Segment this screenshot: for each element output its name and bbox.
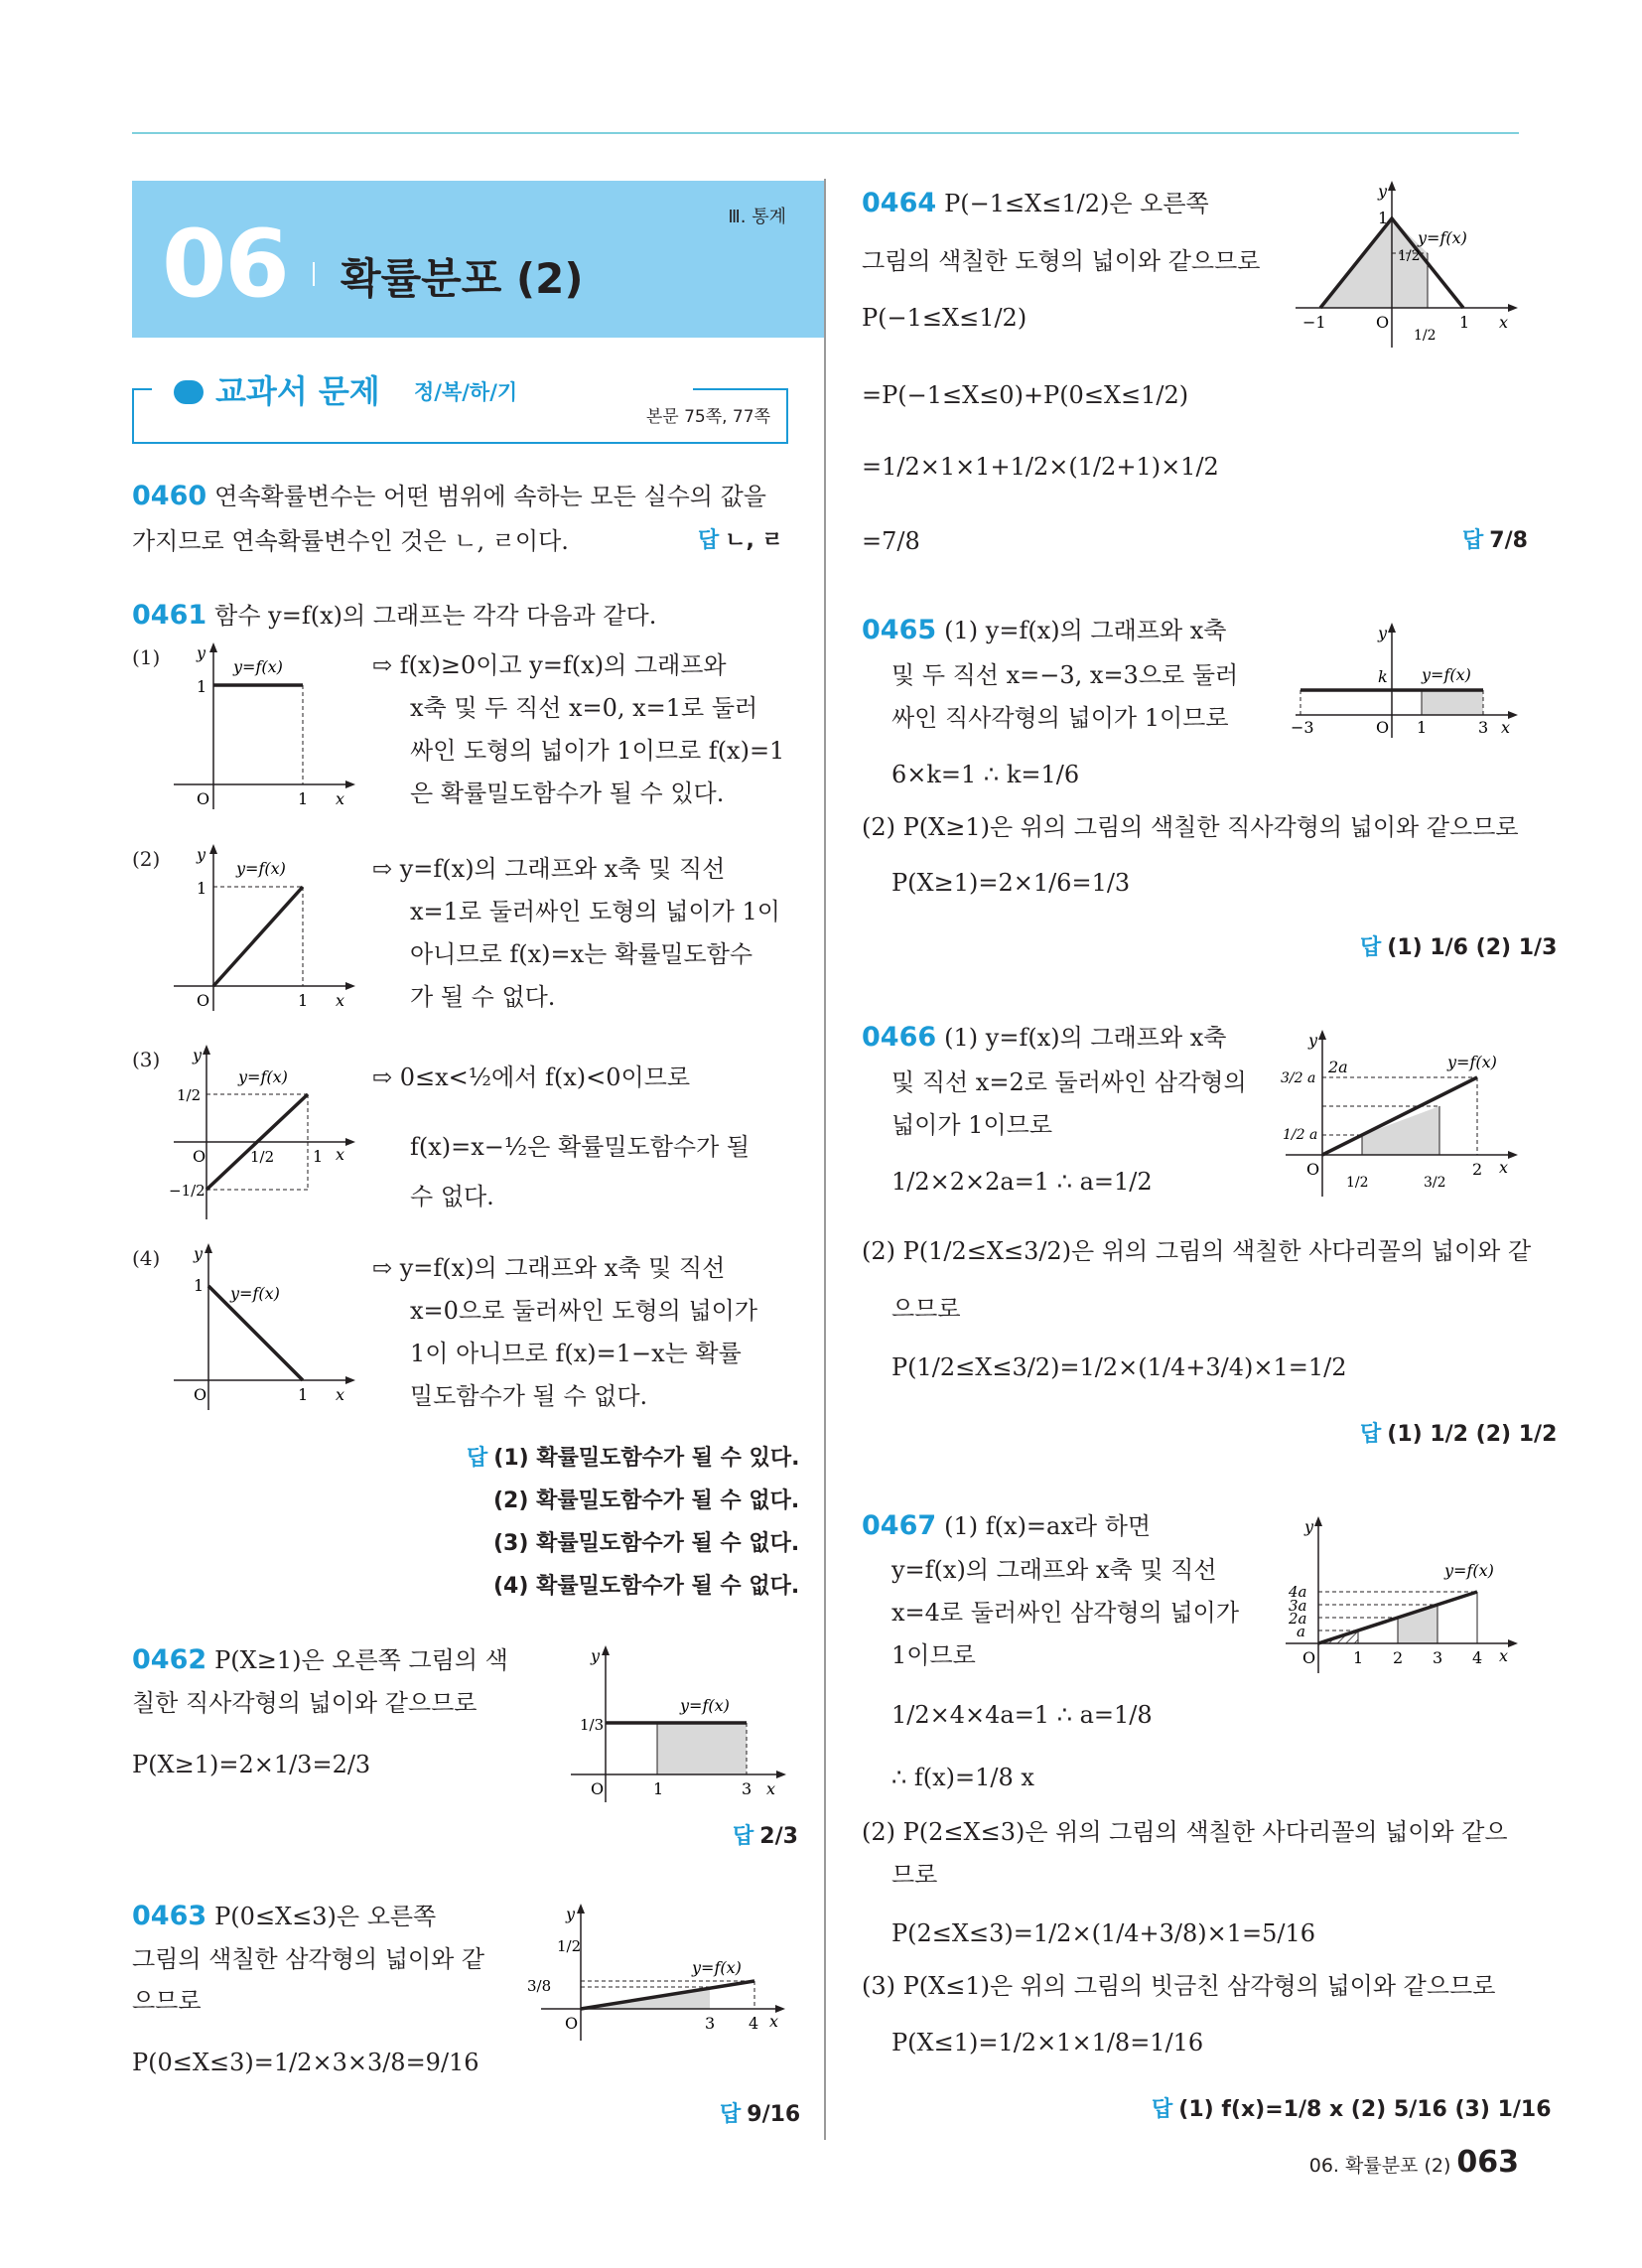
y-label: y — [1378, 182, 1388, 201]
y-label: y — [566, 1905, 576, 1923]
p0467-text1: (1) f(x)=ax라 하면 — [944, 1512, 1152, 1540]
p0462-text1: P(X≥1)은 오른쪽 그림의 색 — [214, 1646, 508, 1674]
problem-number: 0461 — [132, 600, 207, 631]
function-label: y=f(x) — [692, 1958, 742, 1977]
x-label: x — [1499, 1158, 1509, 1177]
origin-label: O — [1302, 1648, 1316, 1667]
p0464-line4: =P(−1≤X≤0)+P(0≤X≤1/2) — [862, 381, 1189, 409]
section-title: 교과서 문제 — [215, 372, 380, 410]
p0462-answer — [733, 1822, 798, 1852]
p0461-answer-4: (4) 확률밀도함수가 될 수 없다. — [493, 1574, 800, 1599]
chapter-banner — [132, 181, 824, 338]
tick-label: 1/2 — [1414, 328, 1437, 344]
tick-label: 1 — [1417, 718, 1428, 737]
page-footer — [1309, 2145, 1519, 2180]
p0466-line3: 넓이가 1이므로 — [891, 1111, 1053, 1139]
graph-0461-3 — [169, 1043, 357, 1221]
p0467-line2: y=f(x)의 그래프와 x축 및 직선 — [891, 1556, 1217, 1584]
case1-line1: ⇨ f(x)≥0이고 y=f(x)의 그래프와 — [372, 651, 727, 679]
problem-number: 0466 — [862, 1022, 937, 1053]
top-rule — [132, 132, 1519, 134]
answer-value: 9/16 — [747, 2102, 801, 2127]
p0467-line8: 므로 — [891, 1861, 938, 1889]
y-arrow — [209, 642, 217, 652]
problem-number: 0463 — [132, 1901, 207, 1931]
tick-label: 1 — [194, 1276, 205, 1295]
p0462-line3: P(X≥1)=2×1/3=2/3 — [132, 1751, 371, 1778]
problem-number: 0460 — [132, 481, 207, 511]
p0467-line9: P(2≤X≤3)=1/2×(1/4+3/8)×1=5/16 — [891, 1919, 1316, 1947]
x-arrow — [1508, 1151, 1518, 1159]
tick-label: 3 — [742, 1779, 753, 1798]
p0466-line4: 1/2×2×2a=1 ∴ a=1/2 — [891, 1168, 1153, 1196]
tick-label: 1 — [298, 1385, 309, 1404]
p0462-line1 — [132, 1645, 508, 1675]
tick-label: −1/2 — [169, 1182, 205, 1200]
p0463-line3: 으므로 — [132, 1987, 202, 2015]
tick-label: 2a — [1328, 1058, 1348, 1076]
tick-label: 1/2 — [1398, 248, 1421, 264]
tick-label: k — [1378, 667, 1388, 686]
case-label-1: (1) — [132, 645, 161, 669]
graph-line — [213, 887, 303, 986]
origin-label: O — [197, 789, 210, 808]
p0465-answer — [1360, 933, 1557, 963]
x-label: x — [1499, 1646, 1509, 1665]
origin-label: O — [197, 991, 210, 1010]
answer-label: 답 — [1360, 1422, 1382, 1447]
y-label: y — [1378, 624, 1388, 642]
p0464-line2: 그림의 색칠한 도형의 넓이와 같으므로 — [862, 247, 1261, 275]
function-label: y=f(x) — [1447, 1053, 1497, 1071]
footer-chapter: 06. 확률분포 (2) — [1308, 2155, 1451, 2177]
tick-label: 3/8 — [527, 1977, 552, 1995]
y-arrow — [209, 844, 217, 854]
x-arrow — [345, 1138, 355, 1146]
problem-number: 0465 — [862, 615, 937, 645]
tick-label: 1 — [1459, 313, 1470, 332]
problem-number: 0467 — [862, 1510, 937, 1541]
answer-value: (1) f(x)=1/8 x (2) 5/16 (3) 1/16 — [1178, 2097, 1552, 2122]
y-arrow — [203, 1045, 210, 1055]
origin-label: O — [1306, 1160, 1320, 1179]
shaded-rectangle — [657, 1723, 747, 1774]
function-label: y=f(x) — [1422, 665, 1471, 684]
case1-line3: 싸인 도형의 넓이가 1이므로 f(x)=1 — [410, 737, 785, 765]
graph-0467 — [1281, 1514, 1524, 1678]
p0460-answer — [698, 526, 783, 556]
case1-line2: x축 및 두 직선 x=0, x=1로 둘러 — [410, 694, 758, 722]
tick-label: 2 — [1393, 1648, 1404, 1667]
tick-label: 4 — [1472, 1648, 1483, 1667]
tick-label: 1 — [197, 879, 207, 898]
graph-0464 — [1291, 179, 1524, 357]
case-label-2: (2) — [132, 847, 161, 871]
x-label: x — [336, 1385, 345, 1404]
y-label: y — [197, 643, 206, 662]
answer-label: 답 — [1360, 935, 1382, 960]
p0465-line6: P(X≥1)=2×1/6=1/3 — [891, 869, 1131, 897]
section-header-box — [132, 372, 788, 444]
section-reference: 본문 75쪽, 77쪽 — [645, 407, 770, 427]
p0461-intro: 함수 y=f(x)의 그래프는 각각 다음과 같다. — [214, 602, 657, 630]
problem-number: 0464 — [862, 188, 937, 218]
tick-label: 1/2 — [1346, 1175, 1369, 1191]
graph-0466 — [1281, 1028, 1524, 1202]
y-arrow — [1388, 181, 1396, 191]
function-label: y=f(x) — [238, 1067, 288, 1086]
p0461-answer-2: (2) 확률밀도함수가 될 수 없다. — [493, 1488, 800, 1513]
p0461-answer-3: (3) 확률밀도함수가 될 수 없다. — [493, 1531, 800, 1556]
answer-value: 2/3 — [759, 1824, 798, 1849]
tick-label: 4a — [1289, 1583, 1307, 1601]
p0467-line1 — [862, 1511, 1151, 1541]
y-arrow — [602, 1645, 610, 1655]
tick-label: 1 — [653, 1779, 664, 1798]
origin-label: O — [193, 1147, 206, 1166]
p0467-answer — [1152, 2095, 1552, 2125]
answer-value: (1) 확률밀도함수가 될 수 있다. — [493, 1446, 800, 1471]
case3-line2: f(x)=x−½은 확률밀도함수가 될 — [410, 1133, 751, 1161]
case3-line3: 수 없다. — [410, 1183, 494, 1210]
graph-0461-2 — [169, 842, 357, 1016]
tick-label: 3 — [1433, 1648, 1443, 1667]
case2-line3: 아니므로 f(x)=x는 확률밀도함수 — [410, 940, 753, 968]
tick-label: 4 — [749, 2014, 759, 2033]
p0467-line5: 1/2×4×4a=1 ∴ a=1/8 — [891, 1701, 1153, 1729]
y-label: y — [1304, 1517, 1314, 1536]
answer-value: (1) 1/6 (2) 1/3 — [1387, 935, 1558, 960]
p0467-line10: (3) P(X≤1)은 위의 그림의 빗금친 삼각형의 넓이와 같으므로 — [862, 1972, 1496, 2000]
tick-label: 3 — [705, 2014, 716, 2033]
case3-line1: ⇨ 0≤x<½에서 f(x)<0이므로 — [372, 1063, 691, 1091]
p0465-text1: (1) y=f(x)의 그래프와 x축 — [944, 617, 1227, 644]
answer-label: 답 — [720, 2102, 742, 2127]
graph-0461-4 — [169, 1241, 357, 1415]
origin-label: O — [1376, 313, 1390, 332]
x-label: x — [766, 1779, 776, 1798]
tick-label: 3a — [1289, 1597, 1307, 1615]
problem-number: 0462 — [132, 1644, 207, 1675]
y-arrow — [577, 1904, 585, 1914]
tick-label: 1 — [298, 789, 309, 808]
tick-label: −3 — [1291, 718, 1314, 737]
p0465-line1 — [862, 616, 1227, 645]
book-icon — [174, 380, 204, 404]
answer-label: 답 — [698, 528, 720, 553]
answer-value: 7/8 — [1489, 528, 1528, 553]
x-label: x — [1501, 718, 1511, 737]
function-label: y=f(x) — [680, 1696, 730, 1715]
p0464-line5: =1/2×1×1+1/2×(1/2+1)×1/2 — [862, 453, 1219, 481]
banner-separator — [313, 262, 315, 286]
case1-line4: 은 확률밀도함수가 될 수 있다. — [410, 780, 725, 807]
y-label: y — [1308, 1031, 1318, 1050]
graph-0465 — [1291, 621, 1524, 740]
answer-value: ㄴ, ㄹ — [725, 528, 783, 553]
p0464-text1: P(−1≤X≤1/2)은 오른쪽 — [944, 190, 1209, 217]
tick-label: −1 — [1302, 313, 1326, 332]
tick-label: 1 — [197, 677, 207, 696]
tick-label: 3/2 — [1424, 1175, 1446, 1191]
tick-label: 1 — [1378, 209, 1389, 227]
column-divider — [824, 179, 826, 2140]
function-label: y=f(x) — [1418, 228, 1467, 247]
y-arrow — [205, 1243, 212, 1253]
chapter-title: 확률분포 (2) — [341, 254, 584, 303]
tick-label: 3 — [1478, 718, 1489, 737]
y-label: y — [197, 845, 206, 864]
p0460-line2: 가지므로 연속확률변수인 것은 ㄴ, ㄹ이다. — [132, 527, 569, 555]
answer-label: 답 — [467, 1446, 488, 1471]
graph-0462 — [566, 1643, 789, 1807]
x-arrow — [1508, 304, 1518, 312]
chapter-number: 06 — [162, 211, 288, 319]
p0466-line5: (2) P(1/2≤X≤3/2)은 위의 그림의 색칠한 사다리꼴의 넓이와 같 — [862, 1237, 1532, 1265]
p0460-text1: 연속확률변수는 어떤 범위에 속하는 모든 실수의 값을 — [214, 483, 766, 510]
section-subtitle: 정/복/하/기 — [414, 380, 518, 404]
answer-label: 답 — [1152, 2097, 1173, 2122]
p0464-line1 — [862, 189, 1209, 218]
p0464-line3: P(−1≤X≤1/2) — [862, 304, 1027, 332]
graph-0463 — [521, 1902, 789, 2051]
shaded-rectangle — [1422, 690, 1483, 715]
tick-label: a — [1297, 1623, 1305, 1640]
p0464-line6: =7/8 — [862, 527, 920, 555]
tick-label: 2 — [1472, 1160, 1483, 1179]
tick-label: 1 — [1353, 1648, 1364, 1667]
tick-label: 1/2 a — [1283, 1127, 1318, 1143]
p0462-line2: 칠한 직사각형의 넓이와 같으므로 — [132, 1689, 478, 1717]
p0461-intro-line — [132, 601, 656, 631]
origin-label: O — [194, 1385, 207, 1404]
x-label: x — [336, 1145, 345, 1164]
function-label: y=f(x) — [1444, 1561, 1494, 1580]
x-label: x — [769, 2012, 779, 2031]
case2-line1: ⇨ y=f(x)의 그래프와 x축 및 직선 — [372, 855, 726, 883]
origin-label: O — [565, 2014, 579, 2033]
p0467-line11: P(X≤1)=1/2×1×1/8=1/16 — [891, 2029, 1204, 2056]
x-arrow — [776, 1771, 786, 1778]
tick-label: 1/3 — [580, 1716, 605, 1734]
p0465-line4: 6×k=1 ∴ k=1/6 — [891, 761, 1080, 788]
p0465-line2: 및 두 직선 x=−3, x=3으로 둘러 — [891, 661, 1239, 689]
p0461-answer-1 — [467, 1444, 799, 1474]
x-label: x — [1499, 313, 1509, 332]
graph-0461-1 — [169, 640, 357, 814]
function-label: y=f(x) — [233, 657, 283, 676]
answer-label: 답 — [733, 1824, 754, 1849]
tick-label: 1/2 — [177, 1086, 202, 1104]
p0463-line2: 그림의 색칠한 삼각형의 넓이와 같 — [132, 1945, 485, 1973]
part-label: Ⅲ. 통계 — [728, 207, 786, 227]
case-label-3: (3) — [132, 1048, 161, 1071]
p0467-line7: (2) P(2≤X≤3)은 위의 그림의 색칠한 사다리꼴의 넓이와 같으 — [862, 1818, 1508, 1846]
tick-label: 1 — [313, 1147, 324, 1166]
p0467-line6: ∴ f(x)=1/8 x — [891, 1764, 1034, 1791]
y-label: y — [193, 1046, 203, 1064]
origin-label: O — [1376, 718, 1390, 737]
p0466-text1: (1) y=f(x)의 그래프와 x축 — [944, 1024, 1227, 1052]
y-arrow — [1314, 1516, 1322, 1526]
y-label: y — [194, 1244, 204, 1263]
y-arrow — [1388, 623, 1396, 633]
case4-line3: 1이 아니므로 f(x)=1−x는 확률 — [410, 1340, 742, 1367]
p0466-answer — [1360, 1420, 1557, 1450]
p0464-answer — [1462, 526, 1528, 556]
x-arrow — [345, 1376, 355, 1384]
y-arrow — [1318, 1030, 1326, 1040]
p0465-line5: (2) P(X≥1)은 위의 그림의 색칠한 직사각형의 넓이와 같으므로 — [862, 813, 1519, 841]
p0463-text1: P(0≤X≤3)은 오른쪽 — [214, 1903, 437, 1930]
p0467-line4: 1이므로 — [891, 1641, 976, 1669]
tick-label: 1/2 — [250, 1148, 275, 1166]
p0463-answer — [720, 2100, 800, 2130]
x-label: x — [336, 789, 345, 808]
case4-line1: ⇨ y=f(x)의 그래프와 x축 및 직선 — [372, 1254, 726, 1282]
p0463-line1 — [132, 1902, 436, 1931]
p0466-line7: P(1/2≤X≤3/2)=1/2×(1/4+3/4)×1=1/2 — [891, 1353, 1347, 1381]
p0466-line6: 으므로 — [891, 1295, 961, 1323]
answer-value: (1) 1/2 (2) 1/2 — [1387, 1422, 1558, 1447]
case2-line4: 가 될 수 없다. — [410, 983, 556, 1011]
p0465-line3: 싸인 직사각형의 넓이가 1이므로 — [891, 704, 1229, 732]
x-arrow — [345, 982, 355, 990]
tick-label: 3/2 a — [1281, 1070, 1316, 1086]
p0463-line4: P(0≤X≤3)=1/2×3×3/8=9/16 — [132, 2049, 479, 2076]
case4-line4: 밀도함수가 될 수 없다. — [410, 1382, 648, 1410]
y-label: y — [591, 1646, 601, 1665]
x-arrow — [345, 780, 355, 788]
tick-label: 2a — [1289, 1610, 1307, 1628]
p0467-line3: x=4로 둘러싸인 삼각형의 넓이가 — [891, 1599, 1240, 1627]
p0460-line1 — [132, 482, 766, 511]
answer-label: 답 — [1462, 528, 1484, 553]
function-label: y=f(x) — [236, 859, 286, 878]
x-arrow — [1508, 1639, 1518, 1647]
tick-label: 1/2 — [557, 1937, 582, 1955]
page-number: 063 — [1456, 2145, 1519, 2180]
p0466-line1 — [862, 1023, 1227, 1053]
case-label-4: (4) — [132, 1246, 161, 1270]
x-label: x — [336, 991, 345, 1010]
case4-line2: x=0으로 둘러싸인 도형의 넓이가 — [410, 1297, 758, 1325]
p0466-line2: 및 직선 x=2로 둘러싸인 삼각형의 — [891, 1068, 1247, 1096]
tick-label: 1 — [298, 991, 309, 1010]
case2-line2: x=1로 둘러싸인 도형의 넓이가 1이 — [410, 898, 780, 925]
function-label: y=f(x) — [230, 1284, 280, 1303]
origin-label: O — [591, 1779, 605, 1798]
